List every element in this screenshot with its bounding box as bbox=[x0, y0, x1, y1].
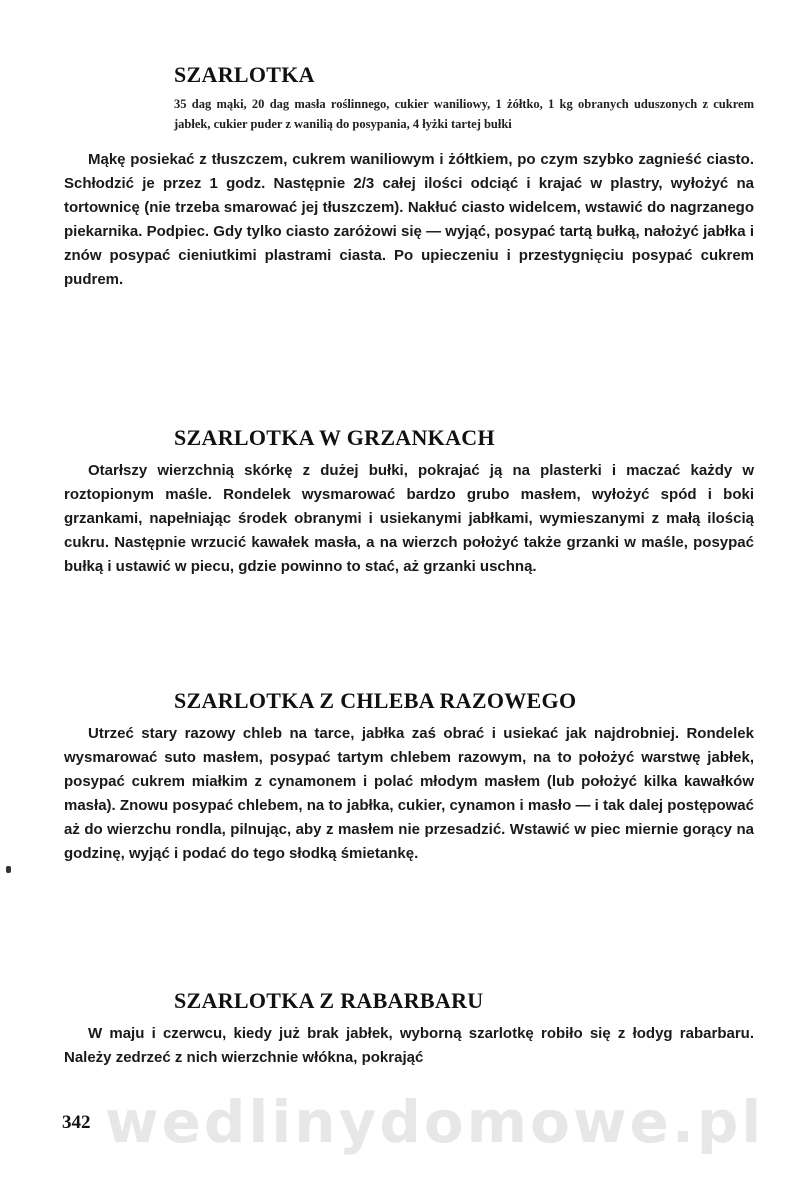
site-watermark: wedlinydomowe.pl bbox=[105, 1088, 765, 1156]
recipe-title: SZARLOTKA Z RABARBARU bbox=[174, 988, 484, 1013]
recipe-szarlotka bbox=[64, 62, 754, 292]
recipe-szarlotka-z-chleba-razowego bbox=[64, 688, 754, 866]
recipe-instructions: Otarłszy wierzchnią skórkę z dużej bułki, pokrajać ją na plasterki i maczać każdy w roztopionym maśle. Rondelek wysmarować bardzo grubo masłem, wyłożyć spód i boki grzankami, napełniając środek obranymi i usiekanymi jabłkami, wymieszanymi z małą ilością cukru. Następnie wrzucić kawałek masła, a na wierzch położyć także grzanki w maśle, posypać bułką i ustawić w piecu, gdzie powinno to stać, aż grzanki uschną. bbox=[64, 462, 754, 575]
recipe-title: SZARLOTKA Z CHLEBA RAZOWEGO bbox=[174, 688, 577, 713]
recipe-instructions: W maju i czerwcu, kiedy już brak jabłek, wyborną szarlotkę robiło się z łodyg rabarbaru. Należy zedrzeć z nich wierzchnie włókna, pokrająć bbox=[64, 1025, 754, 1066]
recipe-instructions: Mąkę posiekać z tłuszczem, cukrem waniliowym i żółtkiem, po czym szybko zagnieść ciasto. Schłodzić je przez 1 godz. Następnie 2/3 całej ilości odciąć i krajać w plastry, wyłożyć na tortownicę (nie trzeba smarować jej tłuszczem). Nakłuć ciasto widelcem, wstawić do nagrzanego piekarnika. Podpiec. Gdy tylko ciasto zaróżowi się — wyjąć, posypać tartą bułką, nałożyć jabłka i znów posypać cieniutkimi plastrami ciasta. Po upieczeniu i przestygnięciu posypać cukrem pudrem. bbox=[64, 151, 754, 288]
recipe-title: SZARLOTKA bbox=[174, 62, 315, 87]
recipe-szarlotka-w-grzankach bbox=[64, 425, 754, 579]
margin-speck bbox=[6, 866, 11, 873]
page-number: 342 bbox=[62, 1112, 91, 1133]
recipe-szarlotka-z-rabarbaru bbox=[64, 988, 754, 1070]
recipe-ingredients: 35 dag mąki, 20 dag masła roślinnego, cukier waniliowy, 1 żółtko, 1 kg obranych uduszonych z cukrem jabłek, cukier puder z wanilią do posypania, 4 łyżki tartej bułki bbox=[174, 97, 754, 131]
recipe-title: SZARLOTKA W GRZANKACH bbox=[174, 425, 495, 450]
recipe-instructions: Utrzeć stary razowy chleb na tarce, jabłka zaś obrać i usiekać jak najdrobniej. Rondelek wysmarować suto masłem, posypać tartym chlebem razowym, na to położyć warstwę jabłek, posypać cukrem miałkim z cynamonem i polać młodym masłem (lub położyć kilka kawałków masła). Znowu posypać chlebem, na to jabłka, cukier, cynamon i masło — i tak dalej postępować aż do wierzchu rondla, pilnując, aby z masłem nie przesadzić. Wstawić w piec miernie gorący na godzinę, wyjąć i podać do tego słodką śmietankę. bbox=[64, 725, 754, 862]
